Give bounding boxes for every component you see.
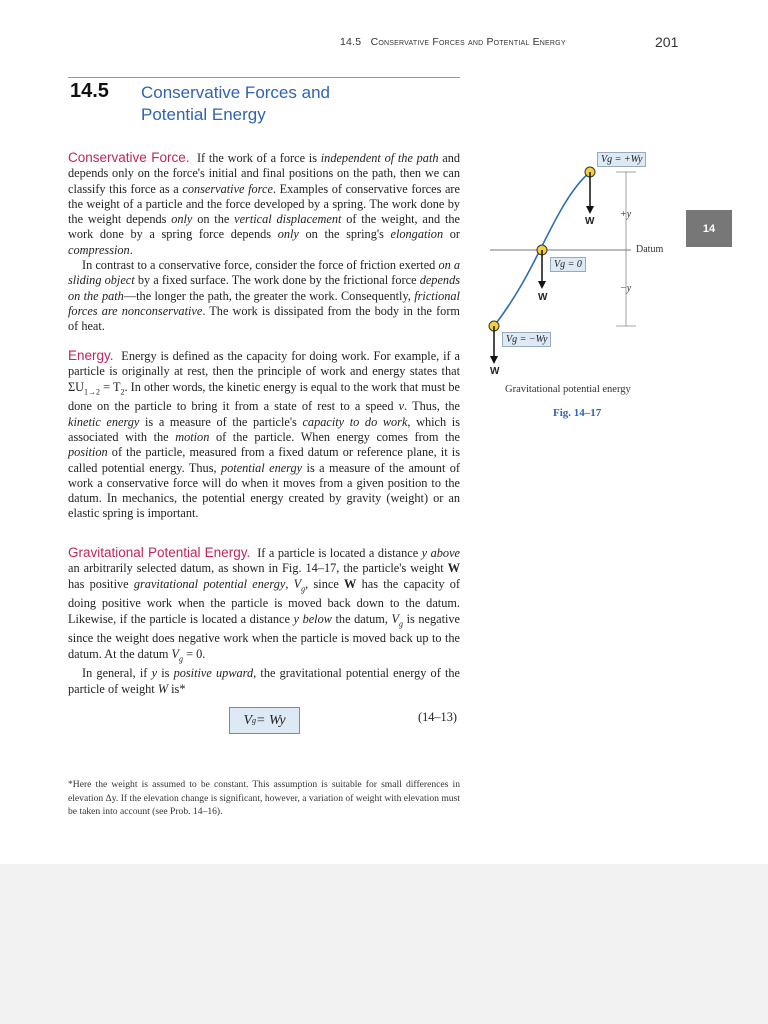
eq-rhs: = Wy bbox=[256, 712, 286, 728]
running-section-number: 14.5 bbox=[340, 36, 362, 48]
equation-number: (14–13) bbox=[418, 710, 457, 724]
eq-lhs: V bbox=[243, 712, 252, 728]
gravitational-block bbox=[68, 545, 460, 697]
label-weight-mid: W bbox=[538, 292, 548, 303]
footnote: *Here the weight is assumed to be constant. This assumption is suitable for small differences in elevation Δy. If the elevation change is significant, however, a variation of weight with elevation must be taken into account (see Prob. 14–16). bbox=[68, 779, 460, 817]
paragraph: Conservative Force. If the work of a force is independent of the path and depends only on the force's initial and final positions on the path, then we can classify this force as a conservative force. Examples of conservative forces are the weight of a particle and the force developed by a spring. The work done by the weight depends only on the vertical displacement of the weight, and the work done by a spring force depends only on the spring's elongation or compression. bbox=[68, 150, 461, 257]
label-plus-y: +y bbox=[620, 209, 632, 220]
label-vg-negative: Vg = −Wy bbox=[502, 332, 551, 347]
label-vg-zero: Vg = 0 bbox=[550, 257, 586, 272]
arrowhead bbox=[586, 206, 594, 214]
equation-box bbox=[229, 707, 300, 734]
eq-sub: g bbox=[252, 716, 256, 725]
chapter-tab: 14 bbox=[686, 210, 732, 247]
section-number: 14.5 bbox=[70, 80, 109, 102]
running-title: Conservative Forces and Potential Energy bbox=[370, 36, 566, 48]
arrowhead bbox=[538, 281, 546, 289]
heading-energy: Energy. bbox=[68, 348, 114, 363]
energy-block bbox=[68, 348, 460, 522]
heading-conservative-force: Conservative Force. bbox=[68, 150, 190, 165]
paragraph: In general, if y is positive upward, the gravitational potential energy of the particle of weight W is* bbox=[68, 666, 461, 696]
running-header bbox=[340, 36, 566, 48]
label-vg-positive: Vg = +Wy bbox=[597, 152, 646, 167]
section-title-line2: Potential Energy bbox=[141, 105, 266, 124]
paragraph: Gravitational Potential Energy. If a particle is located a distance y above an arbitrarily selected datum, as shown in Fig. 14–17, the particle's weight W has positive gravitational potential energy, $V_g$, since W has the capacity of doing positive work when the particle is moved back down to the datum. Likewise, if the particle is located a distance y below the datum, $V_g$ is negative since the weight does negative work when the particle is moved back up to the datum. At the datum $V_g = 0$. bbox=[68, 545, 461, 664]
label-datum: Datum bbox=[636, 244, 664, 255]
page-background bbox=[0, 864, 768, 1024]
section-rule bbox=[68, 77, 460, 78]
paragraph: In contrast to a conservative force, consider the force of friction exerted on a sliding object by a fixed surface. The work done by the frictional force depends on the path—the longer the path, the greater the work. Consequently, frictional forces are nonconservative. The work is dissipated from the body in the form of heat. bbox=[68, 258, 460, 334]
label-weight-top: W bbox=[585, 216, 595, 227]
paragraph: Energy. Energy is defined as the capacity for doing work. For example, if a particle is originally at rest, then the principle of work and energy states that $\Sigma U_{1\to 2} = T_2$. In other words, the kinetic energy is equal to the work that must be done on the particle to bring it from a state of rest to a speed v. Thus, the kinetic energy is a measure of the particle's capacity to do work, which is associated with the motion of the particle. When energy comes from the position of the particle, measured from a fixed datum or reference plane, it is called potential energy. Thus, potential energy is a measure of the amount of work a conservative force will do when it moves from a given position to the datum. In mechanics, the potential energy created by gravity (weight) or an elastic spring is important. bbox=[68, 348, 461, 521]
heading-gravitational: Gravitational Potential Energy. bbox=[68, 545, 251, 560]
section-title bbox=[141, 82, 330, 126]
conservative-force-block bbox=[68, 150, 460, 335]
arrowhead bbox=[490, 356, 498, 364]
label-weight-bottom: W bbox=[490, 366, 500, 377]
figure-label: Fig. 14–17 bbox=[553, 407, 602, 419]
section-title-line1: Conservative Forces and bbox=[141, 83, 330, 102]
page-number: 201 bbox=[655, 34, 679, 50]
figure-caption: Gravitational potential energy bbox=[505, 384, 631, 395]
label-minus-y: −y bbox=[620, 283, 632, 294]
